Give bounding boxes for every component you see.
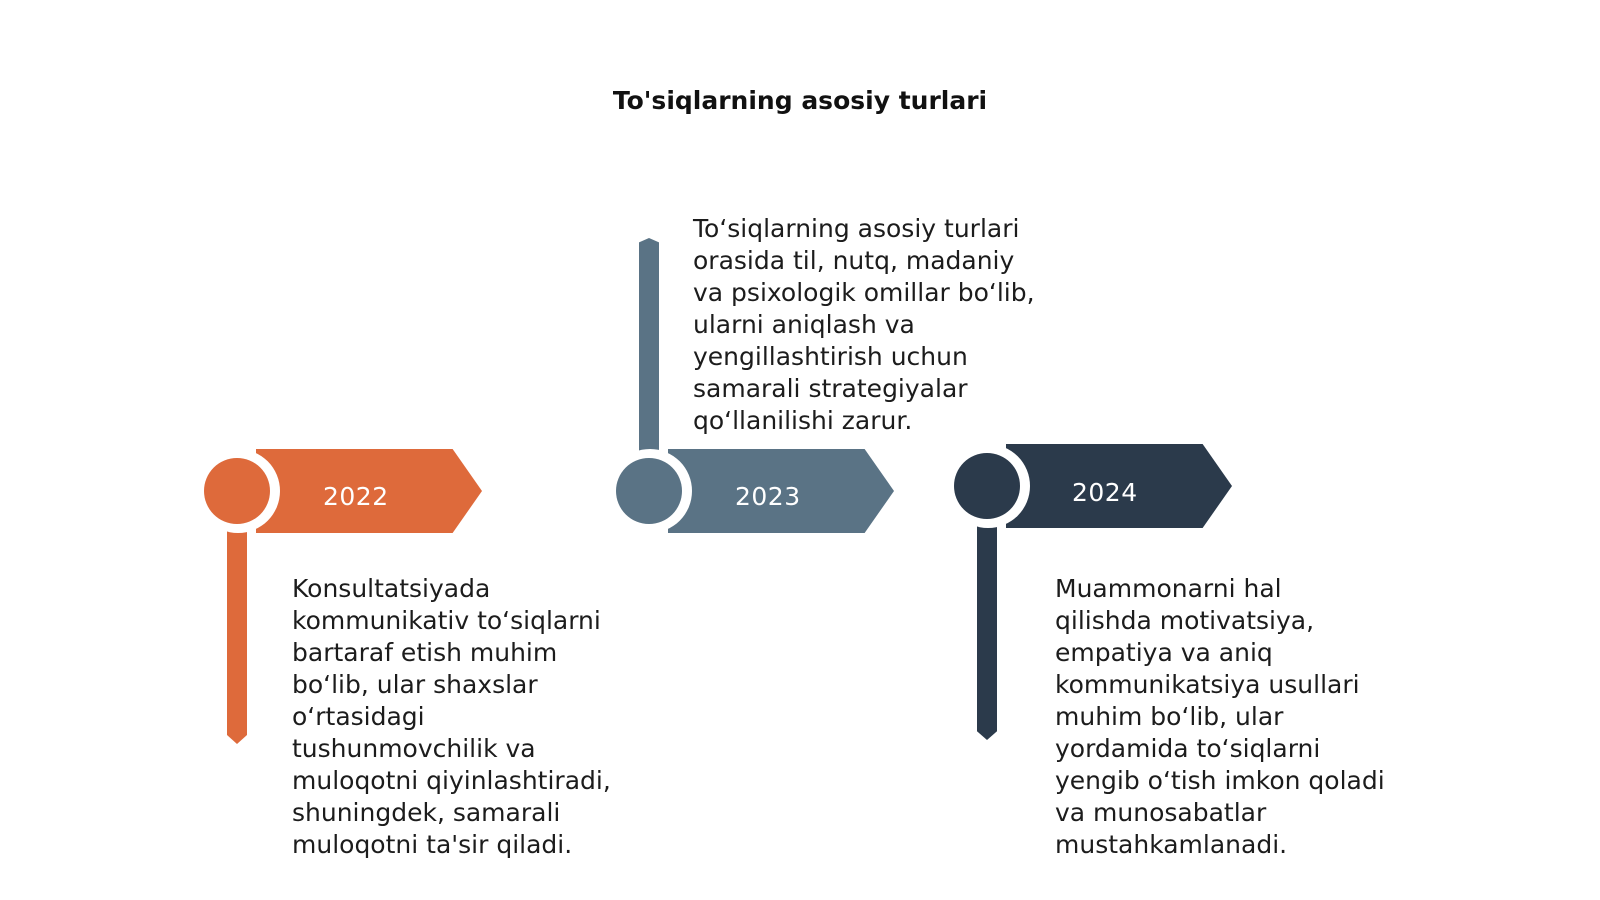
milestone-2022-year: 2022: [323, 482, 389, 511]
milestone-2024-stem: [977, 520, 997, 740]
milestone-2022-description: Konsultatsiyada kommunikativ to‘siqlarni bartaraf etish muhim bo‘lib, ular shaxslar o‘rtasidagi tushunmovchilik va muloqotni qiyinlashtiradi, shuningdek, samarali muloqotni ta'sir qiladi.: [292, 574, 611, 859]
milestone-2024-year: 2024: [1072, 478, 1138, 507]
milestone-2023-dot: [616, 458, 682, 524]
page-title: To'siqlarning asosiy turlari: [612, 86, 988, 115]
milestone-2023-description: To‘siqlarning asosiy turlari orasida til, nutq, madaniy va psixologik omillar bo‘lib, ularni aniqlash va yengillashtirish uchun samarali strategiyalar qo‘llanilishi zarur.: [693, 214, 1035, 435]
milestone-2024-description: Muammonarni hal qilishda motivatsiya, empatiya va aniq kommunikatsiya usullari muhim bo‘lib, ular yordamida to‘siqlarni yengib o‘tish imkon qoladi va munosabatlar mustahkamlanadi.: [1055, 574, 1385, 859]
milestone-2022-dot: [204, 458, 270, 524]
milestone-2023-year: 2023: [735, 482, 801, 511]
milestone-2022-stem: [227, 520, 247, 744]
milestone-2024-dot: [954, 453, 1020, 519]
milestone-2023-stem: [639, 238, 659, 458]
